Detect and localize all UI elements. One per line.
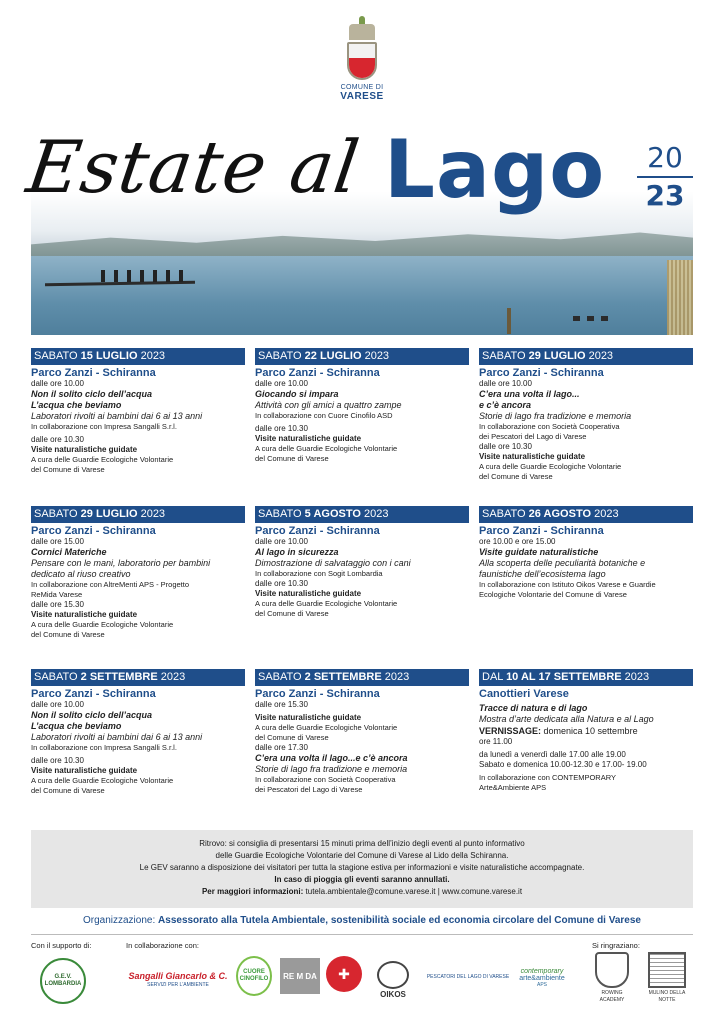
event-day: SABATO: [34, 508, 78, 520]
event-day: SABATO: [34, 671, 78, 683]
organization-label: Organizzazione:: [82, 915, 159, 926]
event-line: ore 10.00 e ore 15.00: [479, 537, 556, 546]
remida-logo: RE M DA: [280, 958, 320, 994]
event-place: Parco Zanzi - Schiranna: [479, 525, 604, 537]
event-line: dalle ore 17.30: [255, 743, 308, 752]
event-line: dalle ore 10.30: [255, 424, 308, 433]
event-line: In collaborazione con Società Cooperativa: [479, 422, 620, 431]
event-line: da lunedì a venerdì dalle 17.00 alle 19.00: [479, 750, 626, 759]
event-place: Parco Zanzi - Schiranna: [255, 688, 380, 700]
event-card: [31, 669, 245, 829]
event-line: Storie di lago fra tradizione e memoria: [255, 764, 408, 774]
collab-label: In collaborazione con:: [126, 941, 199, 950]
event-line: ore 11.00: [479, 737, 513, 746]
event-year: 2023: [384, 671, 410, 683]
event-date: 15 LUGLIO: [80, 350, 138, 362]
event-line: Visite naturalistiche guidate: [31, 445, 138, 454]
mulino-building-icon: [648, 952, 686, 988]
event-line: del Comune di Varese: [255, 609, 329, 618]
event-year: 2023: [364, 350, 390, 362]
event-date-header: [255, 348, 469, 365]
event-line: del Comune di Varese: [31, 630, 105, 639]
event-card: [479, 506, 693, 669]
event-place: Parco Zanzi - Schiranna: [31, 688, 156, 700]
event-line: Attività con gli amici a quattro zampe: [255, 400, 402, 410]
event-line: Laboratori rivolti ai bambini dai 6 ai 13 anni: [31, 411, 203, 421]
event-card: [255, 506, 469, 669]
event-line: Laboratori rivolti ai bambini dai 6 ai 13 anni: [31, 732, 203, 742]
event-date: 29 LUGLIO: [80, 508, 138, 520]
event-line: e c’è ancora: [479, 400, 532, 410]
arte-ambiente-logo: contemporary arte&ambiente APS: [519, 967, 565, 988]
organization: [31, 914, 693, 935]
event-line: Visite guidate naturalistiche: [479, 547, 599, 557]
event-line: In collaborazione con Società Cooperativa: [255, 775, 396, 784]
event-line: A cura delle Guardie Ecologiche Volontarie: [31, 455, 174, 464]
crest-crown-icon: [349, 24, 375, 40]
event-line: dalle ore 10.30: [255, 579, 308, 588]
event-year: 2023: [140, 350, 166, 362]
crest-shield-icon: [347, 42, 377, 80]
event-date-header: [31, 348, 245, 365]
events-grid: [31, 348, 693, 829]
event-line: dalle ore 15.30: [31, 600, 84, 609]
event-date: 5 AGOSTO: [304, 508, 361, 520]
event-year: 2023: [140, 508, 166, 520]
event-line: dalle ore 10.00: [31, 379, 84, 388]
event-line: In collaborazione con AltreMenti APS - Progetto: [31, 580, 190, 589]
event-line: Pensare con le mani, laboratorio per bambini: [31, 558, 211, 568]
info-box: [31, 830, 693, 908]
event-line: A cura delle Guardie Ecologiche Volontarie: [31, 620, 174, 629]
event-date: 10 AL 17 SETTEMBRE: [506, 671, 622, 683]
info-line-1: Ritrovo: si consiglia di presentarsi 15 minuti prima dell’inizio degli eventi al punto informativo: [199, 839, 525, 848]
event-line: del Comune di Varese: [31, 786, 105, 795]
event-year: 2023: [594, 508, 619, 520]
event-line: Giocando si impara: [255, 389, 339, 399]
sangalli-name: Sangalli Giancarlo & C.: [128, 971, 228, 981]
event-line: Visite naturalistiche guidate: [31, 766, 138, 775]
event-line: del Comune di Varese: [255, 733, 329, 742]
title-year: [637, 142, 693, 212]
thanks-label: Si ringraziano:: [592, 941, 640, 950]
event-day: SABATO: [34, 350, 78, 362]
event-card: [255, 348, 469, 506]
event-date-header: [31, 506, 245, 523]
event-line: del Comune di Varese: [31, 465, 105, 474]
event-line: C’era una volta il lago...e c’è ancora: [255, 753, 408, 763]
maltese-cross-icon: ✚: [326, 956, 362, 992]
event-line: Non il solito ciclo dell’acqua: [31, 710, 153, 720]
event-line: Al lago in sicurezza: [255, 547, 339, 557]
event-year: 2023: [588, 350, 614, 362]
event-date-header: [479, 506, 693, 523]
event-line: dalle ore 15.00: [31, 537, 84, 546]
event-line: dalle ore 10.00: [31, 700, 84, 709]
event-line: Visite naturalistiche guidate: [255, 434, 362, 443]
event-line: dalle ore 10.00: [255, 537, 308, 546]
event-line: In collaborazione con CONTEMPORARY: [479, 773, 616, 782]
event-line: faunistiche dell’ecosistema lago: [479, 569, 606, 579]
municipality-crest: [337, 24, 387, 120]
event-day: SABATO: [482, 508, 526, 520]
rain-notice: In caso di pioggia gli eventi saranno annullati.: [274, 875, 450, 884]
event-day: SABATO: [482, 350, 526, 362]
event-line: In collaborazione con Impresa Sangalli S.r.l.: [31, 743, 177, 752]
event-line: In collaborazione con Cuore Cinofilo ASD: [255, 411, 393, 420]
event-line: C’era una volta il lago...: [479, 389, 580, 399]
event-line: dei Pescatori del Lago di Varese: [255, 785, 363, 794]
event-date-header: [479, 669, 693, 686]
more-info-label: Per maggiori informazioni:: [201, 887, 304, 896]
event-line: dalle ore 10.00: [255, 379, 308, 388]
event-line: Sabato e domenica 10.00-12.30 e 17.00- 19.00: [479, 760, 647, 769]
event-date: 22 LUGLIO: [304, 350, 362, 362]
event-card: [479, 348, 693, 506]
event-date-header: [479, 348, 693, 365]
event-year: 2023: [624, 671, 650, 683]
mulino-logo: MULINO DELLA NOTTE: [644, 952, 690, 1004]
event-place: Parco Zanzi - Schiranna: [255, 367, 380, 379]
event-day: DAL: [482, 671, 503, 683]
event-card: [255, 669, 469, 829]
event-date: 2 SETTEMBRE: [304, 671, 382, 683]
more-info: [31, 886, 693, 898]
event-date: 2 SETTEMBRE: [80, 671, 158, 683]
gev-logo: G.E.V. LOMBARDIA: [40, 958, 86, 1004]
municipality-line1: COMUNE DI: [340, 84, 384, 91]
event-place: Canottieri Varese: [479, 688, 569, 700]
event-date-header: [31, 669, 245, 686]
event-line: L’acqua che beviamo: [31, 721, 122, 731]
support-label: Con il supporto di:: [31, 941, 92, 950]
vernissage-label: VERNISSAGE:: [479, 726, 542, 736]
info-line-3: Le GEV saranno a disposizione dei visitatori per tutta la stagione estiva per informazioni e visite naturalistiche accompagnate.: [139, 863, 585, 872]
vernissage-line: [479, 725, 693, 737]
pescatori-logo: PESCATORI DEL LAGO DI VARESE: [426, 974, 510, 980]
cuore-cinofilo-logo: CUORE CINOFILO: [236, 956, 272, 996]
event-date-header: [255, 669, 469, 686]
rowing-academy-logo: ROWING ACADEMY: [590, 952, 634, 1004]
event-line: Ecologiche Volontarie del Comune di Varese: [479, 590, 627, 599]
event-line: In collaborazione con Istituto Oikos Varese e Guardie: [479, 580, 656, 589]
event-day: SABATO: [258, 350, 302, 362]
event-line: In collaborazione con Sogit Lombardia: [255, 569, 383, 578]
event-line: Mostra d’arte dedicata alla Natura e al Lago: [479, 714, 654, 724]
event-place: Parco Zanzi - Schiranna: [255, 525, 380, 537]
reeds-icon: [667, 260, 693, 335]
sangalli-logo: [126, 962, 230, 998]
year-top: 20: [647, 141, 683, 174]
event-line: L’acqua che beviamo: [31, 400, 122, 410]
event-date: 26 AGOSTO: [528, 508, 592, 520]
event-line: Cornici Materiche: [31, 547, 107, 557]
event-year: 2023: [363, 508, 389, 520]
event-line: Storie di lago fra tradizione e memoria: [479, 411, 632, 421]
event-line: A cura delle Guardie Ecologiche Volontarie: [255, 723, 398, 732]
event-line: A cura delle Guardie Ecologiche Volontarie: [255, 444, 398, 453]
event-line: Non il solito ciclo dell’acqua: [31, 389, 153, 399]
event-place: Parco Zanzi - Schiranna: [31, 367, 156, 379]
event-day: SABATO: [258, 671, 302, 683]
municipality-line2: VARESE: [340, 91, 384, 102]
event-line: Visite naturalistiche guidate: [479, 452, 586, 461]
event-line: Visite naturalistiche guidate: [31, 610, 138, 619]
event-line: A cura delle Guardie Ecologiche Volontarie: [31, 776, 174, 785]
vernissage-date: domenica 10 settembre: [541, 726, 638, 736]
event-line: dedicato al riuso creativo: [31, 569, 131, 579]
event-date: 29 LUGLIO: [528, 350, 586, 362]
event-card: [31, 506, 245, 669]
event-line: Tracce di natura e di lago: [479, 703, 588, 713]
more-info-contacts[interactable]: tutela.ambientale@comune.varese.it | www.comune.varese.it: [303, 887, 523, 896]
info-line-2: delle Guardie Ecologiche Volontarie del Comune di Varese al Lido della Schiranna.: [215, 851, 509, 860]
event-line: dalle ore 10.30: [31, 756, 84, 765]
year-bottom: 23: [645, 179, 685, 212]
ducks-icon: [573, 316, 613, 321]
organization-value: Assessorato alla Tutela Ambientale, sostenibilità sociale ed economia circolare del Comune di Varese: [158, 915, 641, 926]
rowing-crest-icon: [595, 952, 629, 988]
event-line: Arte&Ambiente APS: [479, 783, 547, 792]
event-place: Parco Zanzi - Schiranna: [31, 525, 156, 537]
event-line: A cura delle Guardie Ecologiche Volontarie: [255, 599, 398, 608]
event-line: dalle ore 10.00: [479, 379, 532, 388]
event-line: A cura delle Guardie Ecologiche Volontarie: [479, 462, 622, 471]
event-line: dalle ore 10.30: [479, 442, 532, 451]
event-line: Visite naturalistiche guidate: [255, 589, 362, 598]
event-date-header: [255, 506, 469, 523]
event-card: [479, 669, 693, 829]
event-place: Parco Zanzi - Schiranna: [479, 367, 604, 379]
title-main: Lago: [384, 123, 606, 216]
event-line: del Comune di Varese: [255, 454, 329, 463]
event-card: [31, 348, 245, 506]
event-line: dalle ore 10.30: [31, 435, 84, 444]
event-line: del Comune di Varese: [479, 472, 553, 481]
event-day: SABATO: [258, 508, 302, 520]
title-script: Estate al: [22, 125, 365, 209]
event-line: Dimostrazione di salvataggio con i cani: [255, 558, 411, 568]
oikos-bird-icon: [377, 961, 409, 989]
event-line: ReMida Varese: [31, 590, 83, 599]
event-line: Alla scoperta delle peculiarità botaniche e: [479, 558, 646, 568]
event-line: In collaborazione con Impresa Sangalli S.r.l.: [31, 422, 177, 431]
event-line: Visite naturalistiche guidate: [255, 713, 362, 722]
oikos-logo: OIKOS: [368, 956, 418, 1002]
event-line: dei Pescatori del Lago di Varese: [479, 432, 587, 441]
event-line: dalle ore 15.30: [255, 700, 308, 709]
sangalli-sub: SERVIZI PER L'AMBIENTE: [147, 982, 209, 988]
event-year: 2023: [160, 671, 186, 683]
